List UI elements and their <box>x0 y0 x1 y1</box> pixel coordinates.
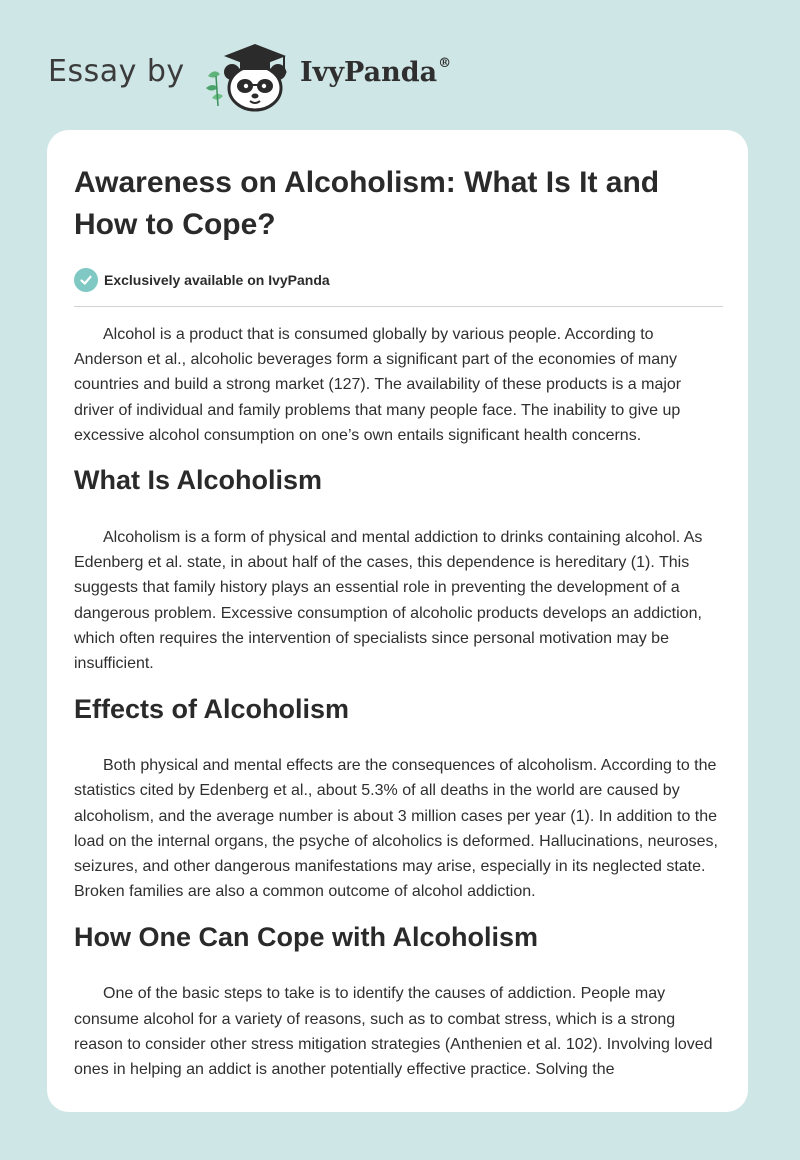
brand-text: IvyPanda <box>300 57 438 88</box>
panda-graduate-icon[interactable] <box>200 36 300 112</box>
divider <box>74 306 723 307</box>
intro-paragraph: Alcohol is a product that is consumed globally by various people. According to Anderson et al., alcoholic beverages form a significant part of the economies of many countries and build a strong market (127). The availability of these products is a major driver of individual and family problems that many people face. The inability to give up excessive alcohol consumption on one’s own entails significant health concerns. <box>74 326 682 444</box>
exclusive-label: Exclusively available on IvyPanda <box>104 272 330 288</box>
section-paragraph-effects: Both physical and mental effects are the consequences of alcoholism. According to the statistics cited by Edenberg et al., about 5.3% of all deaths in the world are caused by alcoholism, and the average number is about 3 million cases per year (1). In addition to the load on the internal organs, the psyche of alcoholics is deformed. Hallucinations, neuroses, seizures, and other dangerous manifestations may arise, especially in its neglected state. Broken families are also a common outcome of alcohol addiction. <box>74 757 718 901</box>
check-icon <box>74 268 98 292</box>
essay-title: Awareness on Alcoholism: What Is It and How to Cope? <box>74 166 660 241</box>
section-paragraph-what-is-alcoholism: Alcoholism is a form of physical and mental addiction to drinks containing alcohol. As Edenberg et al. state, in about half of the cases, this dependence is hereditary (1). This suggests that family history plays an essential role in preventing the development of a dangerous problem. Excessive consumption of alcoholic products develops an addiction, which often requires the intervention of specialists since personal motivation may be insufficient. <box>74 529 703 673</box>
section-heading-what-is-alcoholism: What Is Alcoholism <box>74 465 323 496</box>
essay-card <box>47 130 748 1112</box>
registered-mark: ® <box>438 56 452 71</box>
essay-by-label: Essay by <box>48 54 185 89</box>
brand-name[interactable] <box>300 57 451 88</box>
section-heading-effects: Effects of Alcoholism <box>74 694 350 725</box>
exclusive-badge <box>74 266 723 294</box>
section-heading-coping: How One Can Cope with Alcoholism <box>74 922 539 953</box>
site-header <box>48 36 748 116</box>
essay-content <box>74 130 723 1082</box>
section-paragraph-coping: One of the basic steps to take is to identify the causes of addiction. People may consume alcohol for a variety of reasons, such as to combat stress, which is a strong reason to consider other stress mitigation strategies (Anthenien et al. 102). Involving loved ones in helping an addict is another potentially effective practice. Solving the <box>74 985 713 1079</box>
